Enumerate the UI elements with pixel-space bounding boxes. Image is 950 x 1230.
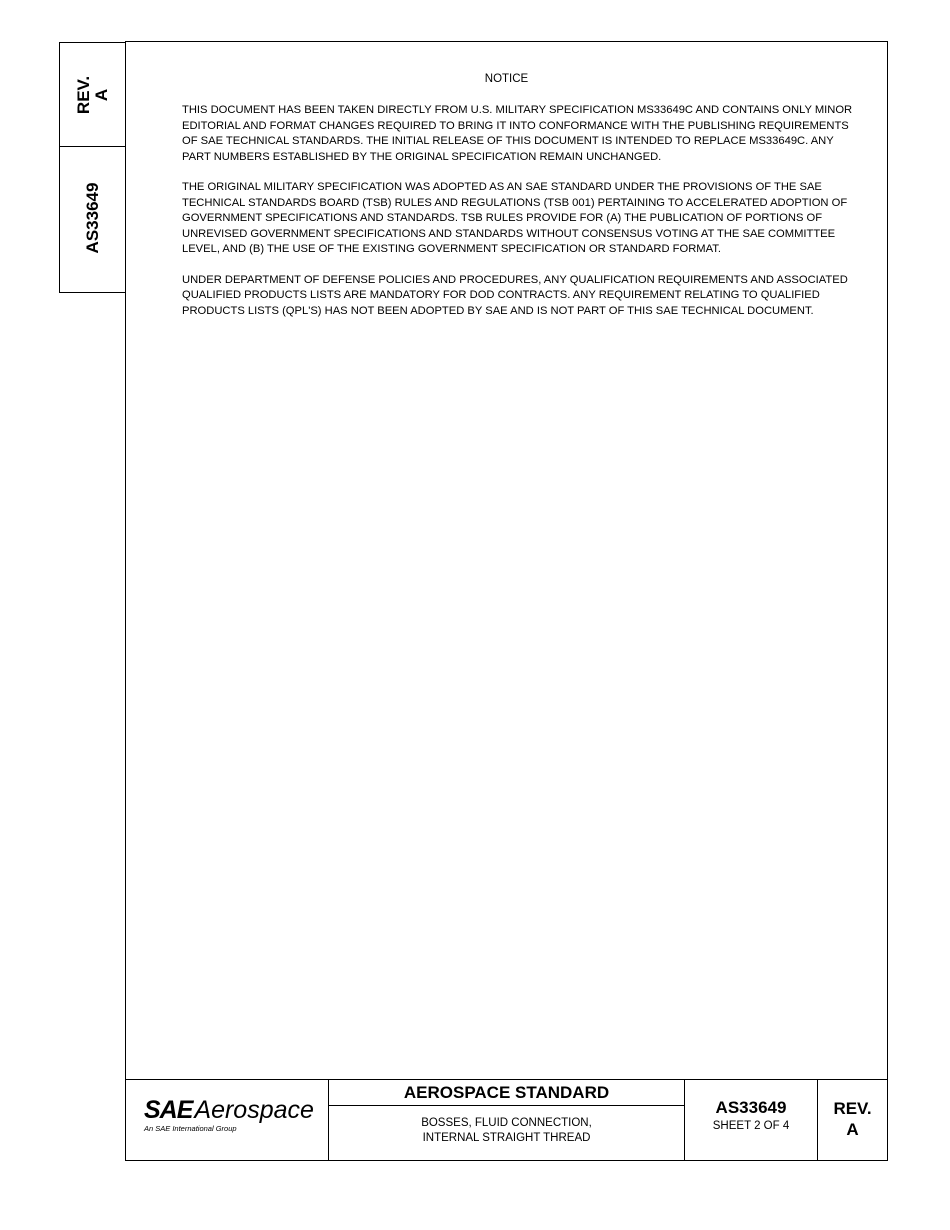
logo-tagline: An SAE International Group [144, 1124, 237, 1133]
logo-sae-text: SAE [144, 1096, 193, 1124]
side-document-number: AS33649 [83, 182, 102, 254]
page-frame [125, 41, 888, 1161]
revision-label: REV. [833, 1099, 872, 1118]
side-rev-label: REV. [74, 75, 93, 115]
revision-cell [818, 1080, 887, 1161]
standard-description [329, 1116, 684, 1146]
side-rev-text [75, 76, 111, 114]
logo-aerospace-text: Aerospace [194, 1096, 314, 1124]
side-rev-value: A [92, 88, 111, 102]
document-number: AS33649 [715, 1098, 787, 1117]
notice-paragraph-2: THE ORIGINAL MILITARY SPECIFICATION WAS ADOPTED AS AN SAE STANDARD UNDER THE PROVISIONS OF THE SAE TECHNICAL STANDARDS BOARD (TSB) RULES AND REGULATIONS (TSB 001) PERTAINING TO ACCELERATED ADOPTION OF GOVERNMENT SPECIFICATIONS AND STANDARDS. TSB RULES PROVIDE FOR (A) THE PUBLICATION OF PORTIONS OF UNREVISED GOVERNMENT SPECIFICATIONS AND STANDARDS WITHOUT CONSENSUS VOTING AT THE SAE COMMITTEE LEVEL, AND (B) THE USE OF THE EXISTING GOVERNMENT SPECIFICATION OR STANDARD FORMAT. [182, 181, 848, 255]
title-block [126, 1079, 887, 1161]
side-rev-box [60, 43, 126, 147]
notice-title: NOTICE [484, 73, 529, 85]
description-line-1: BOSSES, FLUID CONNECTION, [421, 1117, 592, 1129]
title-cell [329, 1080, 685, 1161]
notice-paragraph-1: THIS DOCUMENT HAS BEEN TAKEN DIRECTLY FROM U.S. MILITARY SPECIFICATION MS33649C AND CONTAINS ONLY MINOR EDITORIAL AND FORMAT CHANGES REQUIRED TO BRING IT INTO CONFORMANCE WITH THE PUBLISHING REQUIREMENTS OF SAE TECHNICAL STANDARDS. THE INITIAL RELEASE OF THIS DOCUMENT IS INTENDED TO REPLACE MS33649C. ANY PART NUMBERS ESTABLISHED BY THE ORIGINAL SPECIFICATION REMAIN UNCHANGED. [182, 104, 853, 163]
document-number-cell [685, 1080, 818, 1161]
notice-body [182, 103, 862, 334]
revision-text [818, 1098, 887, 1140]
notice-paragraph-3: UNDER DEPARTMENT OF DEFENSE POLICIES AND PROCEDURES, ANY QUALIFICATION REQUIREMENTS AND ASSOCIATED QUALIFIED PRODUCTS LISTS ARE MANDATORY FOR DOD CONTRACTS. ANY REQUIREMENT RELATING TO QUALIFIED PRODUCTS LISTS (QPL'S) HAS NOT BEEN ADOPTED BY SAE AND IS NOT PART OF THIS SAE TECHNICAL DOCUMENT. [182, 273, 848, 317]
revision-value: A [846, 1120, 859, 1139]
side-tab [59, 42, 126, 293]
sae-aerospace-logo [144, 1096, 314, 1125]
description-line-2: INTERNAL STRAIGHT THREAD [422, 1132, 591, 1144]
sheet-number: SHEET 2 OF 4 [712, 1120, 790, 1132]
logo-cell [126, 1080, 329, 1161]
standard-heading: AEROSPACE STANDARD [329, 1080, 684, 1106]
